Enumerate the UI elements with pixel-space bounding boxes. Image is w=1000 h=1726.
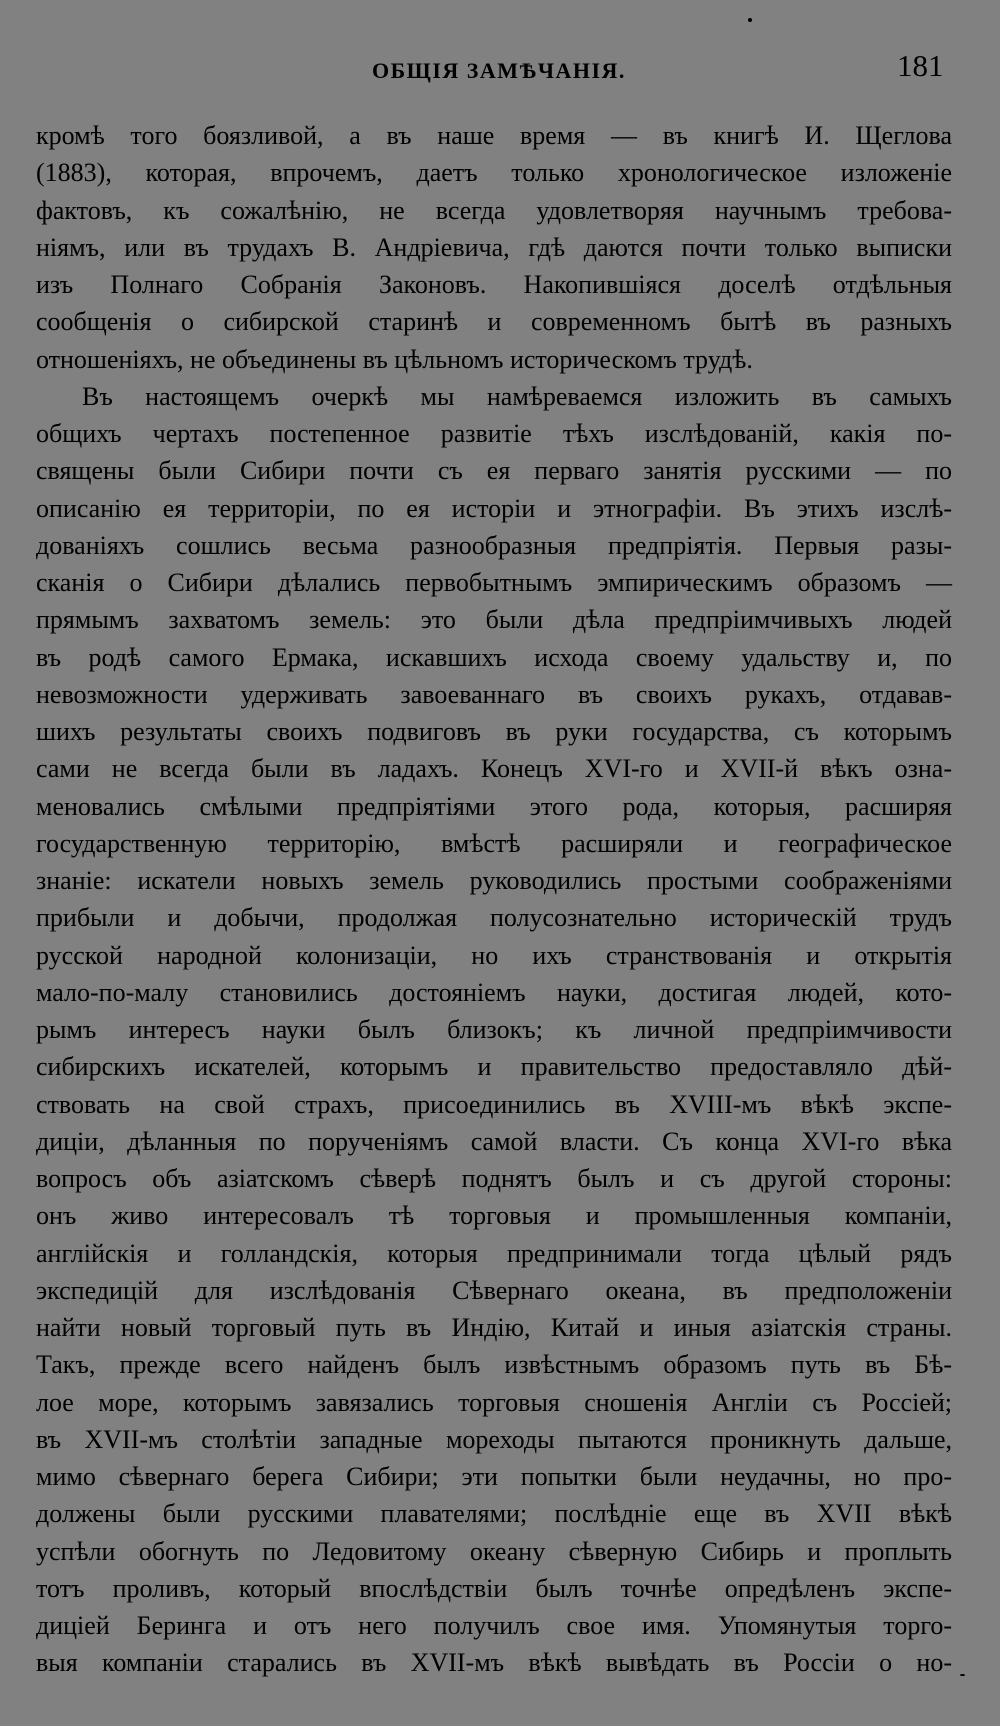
- text-line: дованіяхъ сошлись весьма разнообразныя предпріятія. Первыя разы-: [36, 530, 952, 560]
- body-text: [36, 117, 952, 1682]
- text-line: сканія о Сибири дѣлались первобытнымъ эмпирическимъ образомъ —: [36, 568, 952, 597]
- text-line: знаніе: искатели новыхъ земель руководились простыми соображеніями: [36, 866, 952, 895]
- text-line: мало-по-малу становились достояніемъ науки, достигая людей, кото-: [36, 977, 952, 1007]
- text-line: меновались смѣлыми предпріятіями этого рода, которыя, расширяя: [36, 791, 952, 821]
- text-line: въ XVII-мъ столѣтіи западные мореходы пытаются проникнуть дальше,: [36, 1424, 952, 1454]
- text-line: фактовъ, къ сожалѣнію, не всегда удовлетворяя научнымъ требова-: [36, 195, 952, 225]
- text-line: ствовать на свой страхъ, присоединились въ XVIII-мъ вѣкѣ экспе-: [36, 1089, 952, 1119]
- text-line: невозможности удерживать завоеваннаго въ своихъ рукахъ, отдавав-: [36, 679, 952, 709]
- text-line: кромѣ того боязливой, а въ наше время — въ книгѣ И. Щеглова: [36, 121, 952, 150]
- text-line: въ родѣ самого Ермака, искавшихъ исхода своему удальству и, по: [36, 642, 952, 672]
- text-line: сибирскихъ искателей, которымъ и правительство предоставляло дѣй-: [36, 1052, 952, 1082]
- text-line: диціи, дѣланныя по порученіямъ самой власти. Съ конца XVI-го вѣка: [36, 1126, 952, 1156]
- text-line: русской народной колонизаціи, но ихъ странствованія и открытія: [36, 940, 952, 970]
- text-line: успѣли обогнуть по Ледовитому океану сѣверную Сибирь и проплыть: [36, 1536, 952, 1566]
- text-line: Такъ, прежде всего найденъ былъ извѣстнымъ образомъ путь въ Бѣ-: [36, 1350, 952, 1380]
- text-line: экспедицій для изслѣдованія Сѣвернаго океана, въ предположеніи: [36, 1275, 952, 1305]
- text-line: шихъ результаты своихъ подвиговъ въ руки государства, съ которымъ: [36, 717, 952, 746]
- text-line: ніямъ, или въ трудахъ В. Андріевича, гдѣ даются почти только выписки: [36, 232, 952, 262]
- text-line: общихъ чертахъ постепенное развитіе тѣхъ изслѣдованій, какія по-: [36, 419, 952, 448]
- text-line: тотъ проливъ, который впослѣдствіи былъ точнѣе опредѣленъ экспе-: [36, 1573, 952, 1603]
- text-line: лое море, которымъ завязались торговыя сношенія Англіи съ Россіей;: [36, 1387, 952, 1417]
- text-line: должены были русскими плавателями; послѣдніе еще въ XVII вѣкѣ: [36, 1499, 952, 1529]
- page-header: [0, 48, 1000, 92]
- text-line: изъ Полнаго Собранія Законовъ. Накопившіяся доселѣ отдѣльныя: [36, 270, 952, 299]
- text-line: англійскія и голландскія, которыя предпринимали тогда цѣлый рядъ: [36, 1238, 952, 1268]
- text-line: сообщенія о сибирской старинѣ и современномъ бытѣ въ разныхъ: [36, 307, 952, 337]
- text-line: государственную территорію, вмѣстѣ расширяли и географическое: [36, 828, 952, 858]
- text-line: онъ живо интересовалъ тѣ торговыя и промышленныя компаніи,: [36, 1201, 952, 1231]
- text-line: описанію ея территоріи, по ея исторіи и этнографіи. Въ этихъ изслѣ-: [36, 493, 952, 523]
- text-line: (1883), которая, впрочемъ, даетъ только хронологическое изложеніе: [36, 158, 952, 188]
- text-line: сами не всегда были въ ладахъ. Конецъ XVI-го и XVII-й вѣкъ озна-: [36, 754, 952, 784]
- text-line: найти новый торговый путь въ Индію, Китай и иныя азіатскія страны.: [36, 1313, 952, 1342]
- text-line: священы были Сибири почти съ ея перваго занятія русскими — по: [36, 456, 952, 486]
- running-head: ОБЩІЯ ЗАМѢЧАНІЯ.: [372, 58, 626, 83]
- text-line: вопросъ объ азіатскомъ сѣверѣ поднятъ былъ и съ другой стороны:: [36, 1164, 952, 1193]
- text-line: диціей Беринга и отъ него получилъ свое имя. Упомянутыя торго-: [36, 1611, 952, 1640]
- page-number: 181: [897, 48, 944, 83]
- text-line: прибыли и добычи, продолжая полусознательно историческій трудъ: [36, 903, 952, 933]
- ink-speck: [960, 1674, 965, 1676]
- text-line: отношеніяхъ, не объединены въ цѣльномъ историческомъ трудѣ.: [36, 344, 753, 374]
- text-line: мимо сѣвернаго берега Сибири; эти попытки были неудачны, но про-: [36, 1462, 952, 1491]
- text-line: выя компаніи старались въ XVII-мъ вѣкѣ вывѣдать въ Россіи о но-: [36, 1648, 952, 1678]
- text-line: рымъ интересъ науки былъ близокъ; къ личной предпріимчивости: [36, 1015, 952, 1044]
- ink-speck: [748, 18, 752, 22]
- text-line: прямымъ захватомъ земель: это были дѣла предпріимчивыхъ людей: [36, 605, 952, 635]
- paragraph-start-line: Въ настоящемъ очеркѣ мы намѣреваемся изложить въ самыхъ: [82, 381, 952, 411]
